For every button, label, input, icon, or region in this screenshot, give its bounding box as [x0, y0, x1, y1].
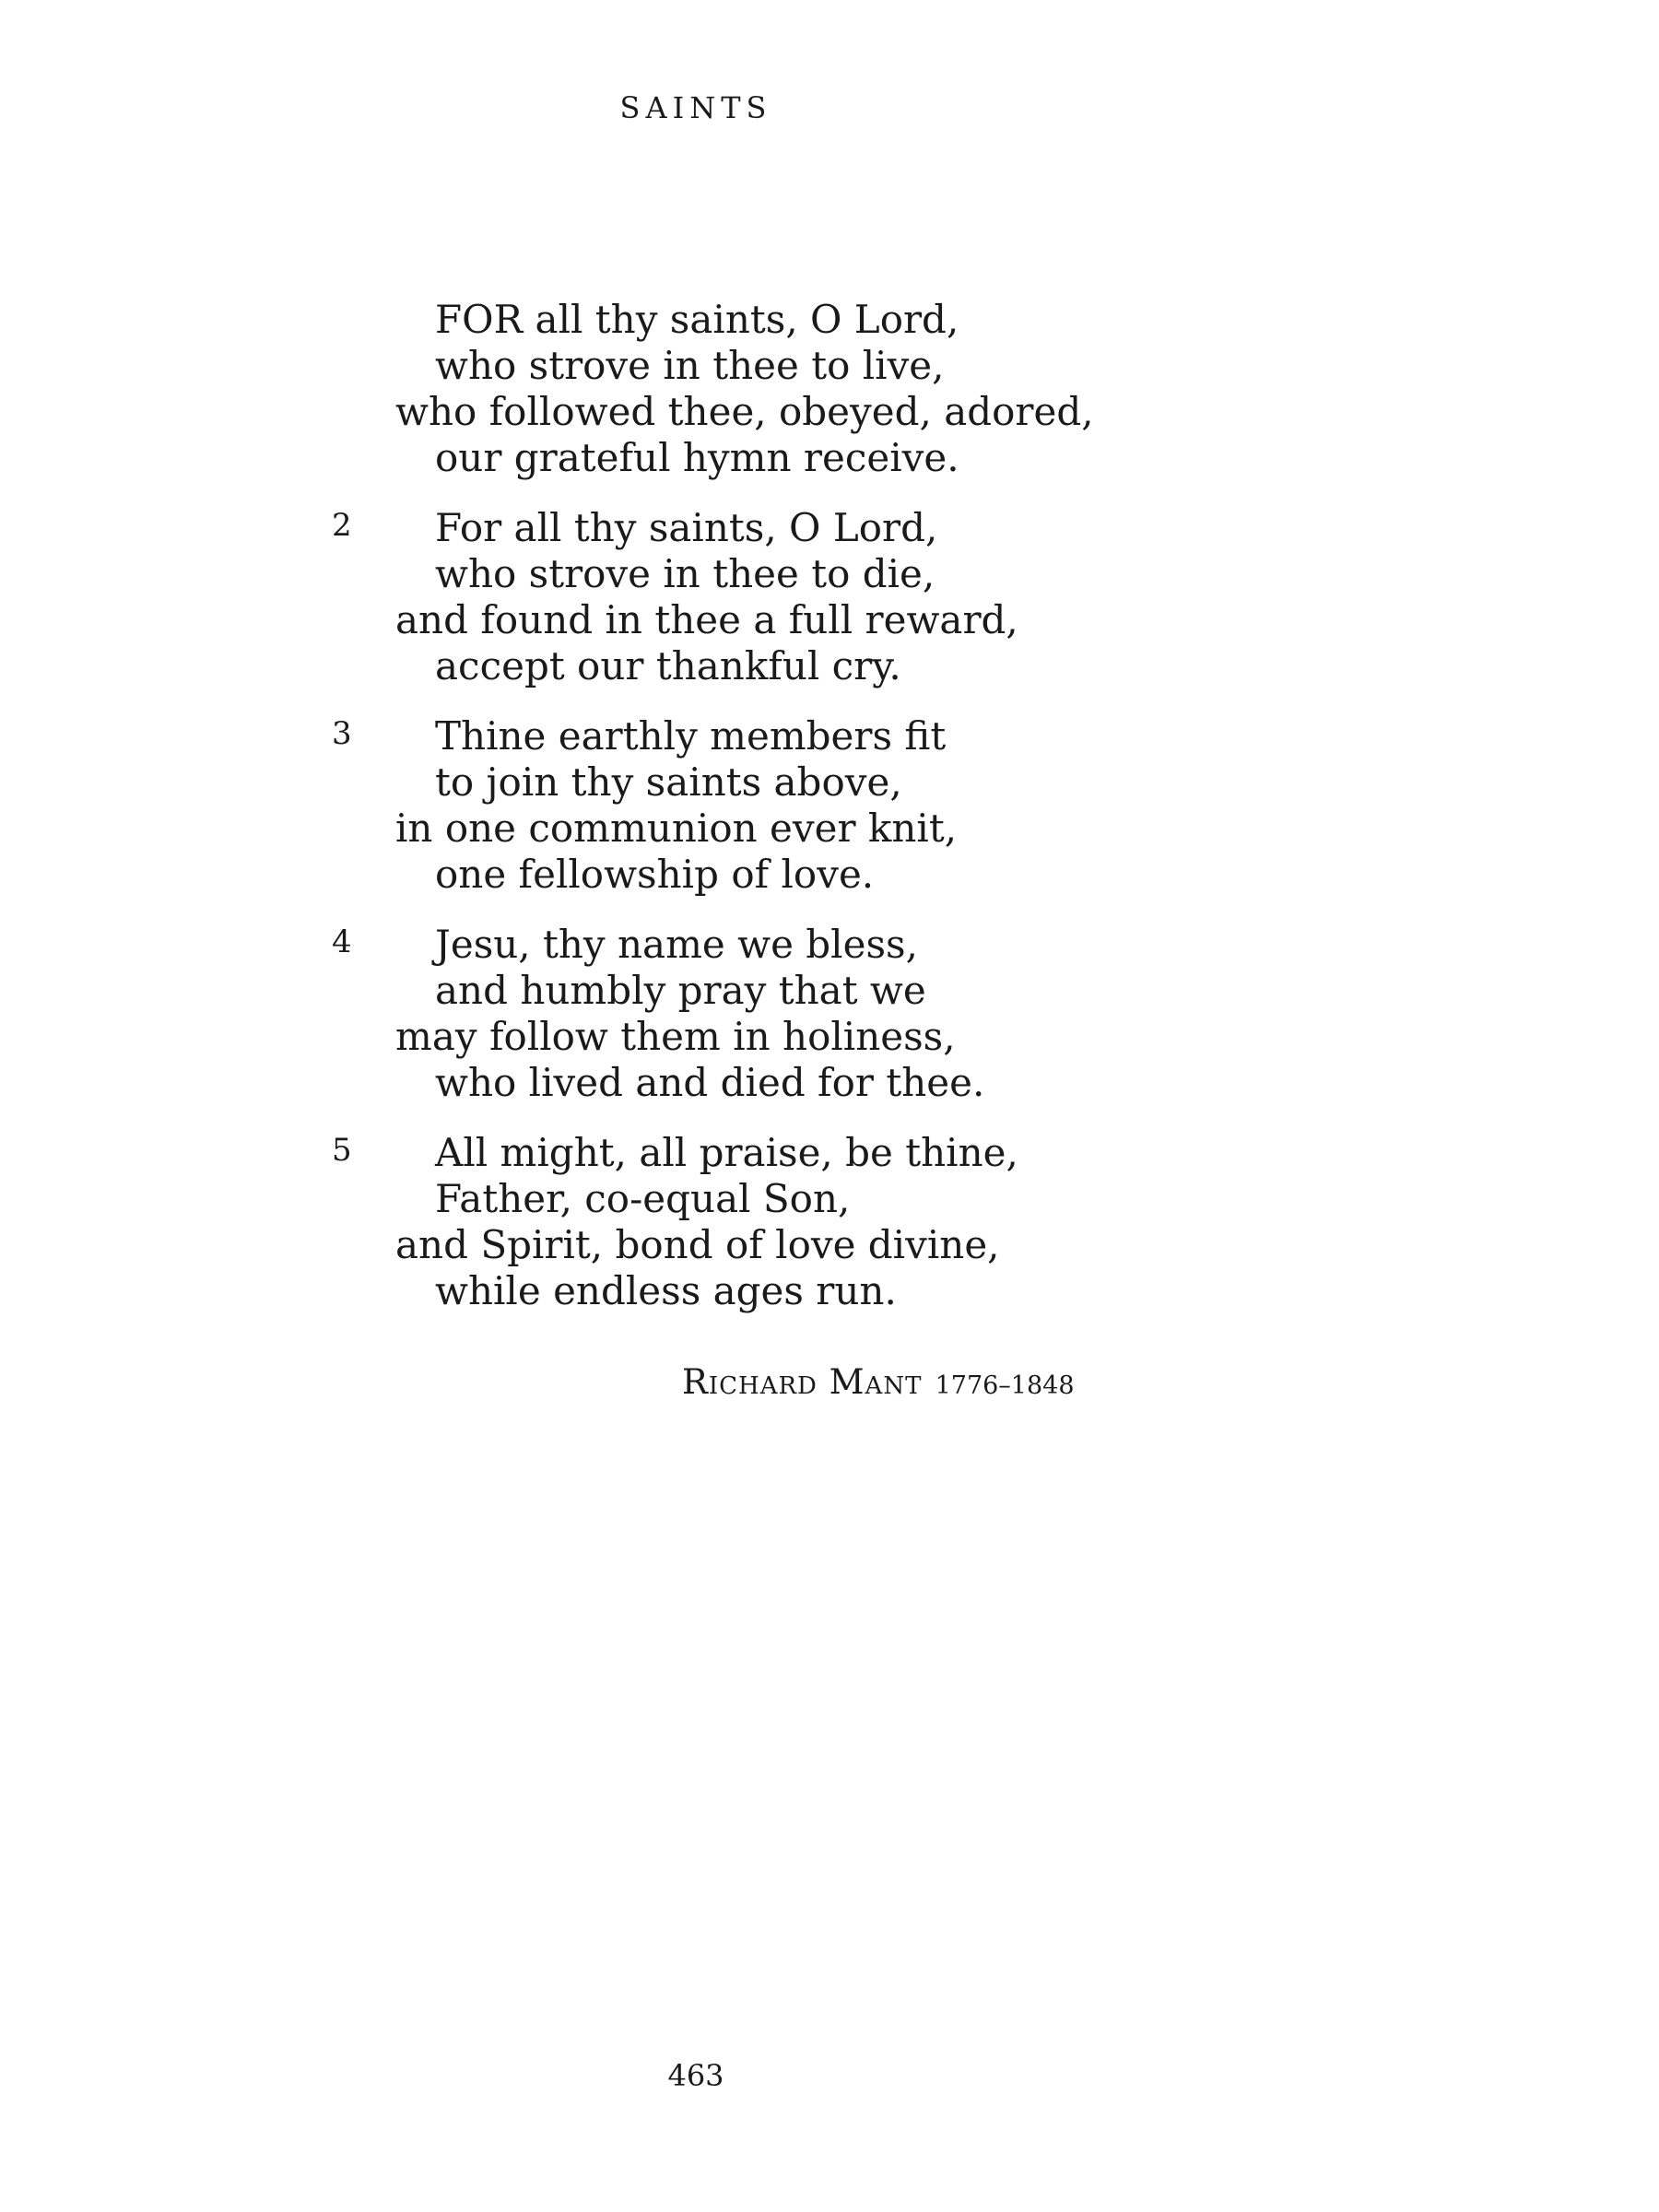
verse-line: Jesu, thy name we bless, — [435, 922, 918, 967]
verse-line: All might, all praise, be thine, — [435, 1130, 1018, 1175]
verse-line: who strove in thee to live, — [435, 343, 945, 388]
running-head: SAINTS — [619, 90, 772, 125]
verse-line: and humbly pray that we — [435, 968, 926, 1013]
verse-line: and found in thee a full reward, — [395, 597, 1018, 642]
author-name: Richard Mant — [682, 1362, 923, 1402]
verse-line: our grateful hymn receive. — [435, 435, 959, 480]
verse-number: 3 — [332, 715, 352, 752]
verse-1 — [332, 297, 1253, 481]
verse-line: while endless ages run. — [435, 1268, 897, 1313]
verse-5 — [332, 1130, 1253, 1314]
verse-line: FOR all thy saints, O Lord, — [435, 297, 959, 342]
page-number: 463 — [667, 2058, 724, 2093]
verse-line: and Spirit, bond of love divine, — [395, 1222, 1000, 1267]
verse-line: to join thy saints above, — [435, 759, 902, 805]
verse-number: 4 — [332, 924, 352, 960]
verse-2 — [332, 505, 1253, 689]
verse-line: Thine earthly members fit — [435, 713, 947, 759]
verse-line: accept our thankful cry. — [435, 643, 901, 688]
attribution — [682, 1362, 1075, 1402]
verse-line: who followed thee, obeyed, adored, — [395, 389, 1094, 434]
author-dates: 1776–1848 — [935, 1371, 1075, 1400]
verse-line: who lived and died for thee. — [435, 1060, 985, 1105]
verse-number: 5 — [332, 1132, 352, 1169]
verse-line: who strove in thee to die, — [435, 551, 935, 596]
verse-line: in one communion ever knit, — [395, 806, 958, 851]
hymn-text — [332, 297, 1253, 1338]
verse-line: may follow them in holiness, — [395, 1014, 956, 1059]
verse-3 — [332, 713, 1253, 898]
verse-line: For all thy saints, O Lord, — [435, 505, 938, 550]
verse-line: Father, co-equal Son, — [435, 1176, 851, 1221]
verse-4 — [332, 922, 1253, 1106]
verse-number: 2 — [332, 507, 352, 544]
verse-line: one fellowship of love. — [435, 852, 875, 897]
